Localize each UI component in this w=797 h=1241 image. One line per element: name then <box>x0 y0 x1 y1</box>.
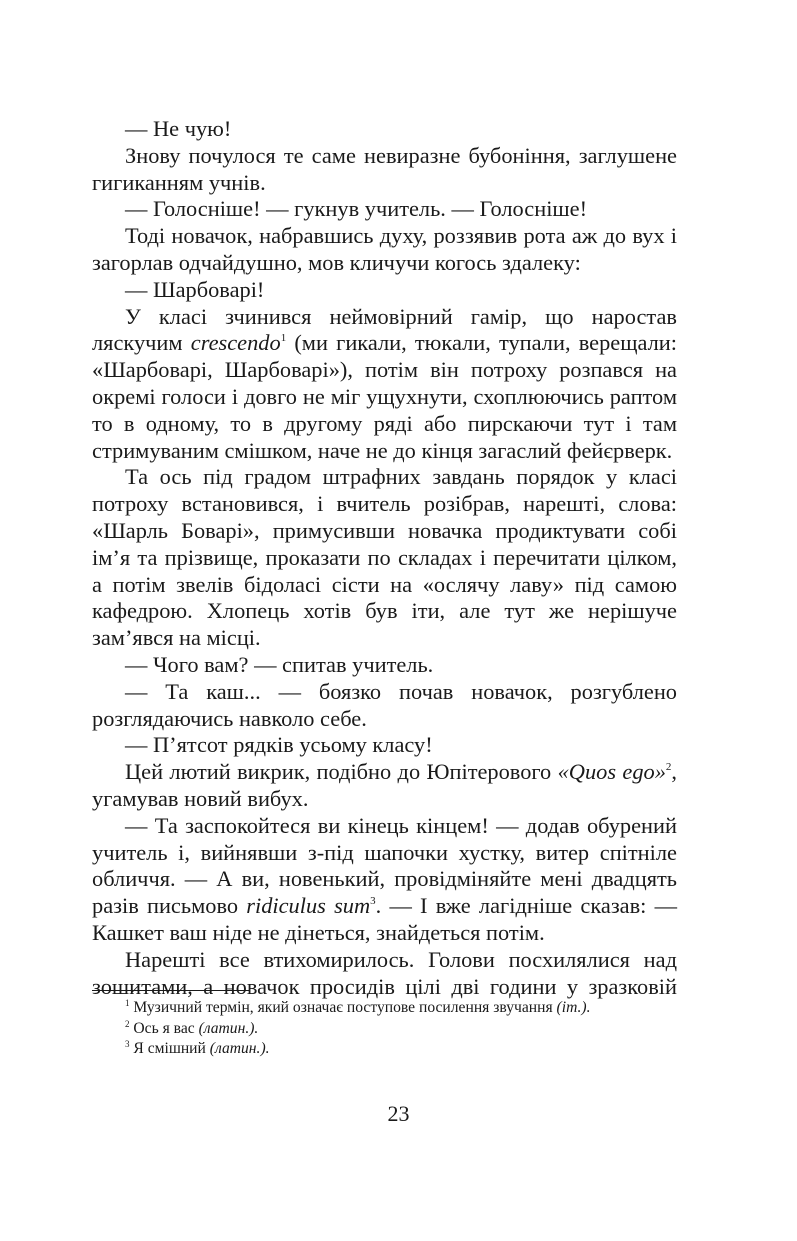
text-run: Ось я вас <box>129 1019 199 1037</box>
text-run: . — І вже лагідніше сказав: — Кашкет ваш ніде не дінеться, знайдеться потім. <box>92 893 677 945</box>
footnote <box>92 1019 677 1040</box>
text-run: Я смішний <box>129 1040 210 1057</box>
text-run: — Чого вам? — спитав учитель. <box>125 651 434 677</box>
text-run: — Шарбоварі! <box>125 276 265 302</box>
paragraph <box>92 732 677 759</box>
paragraph <box>92 223 677 277</box>
footnote <box>92 998 677 1019</box>
footnote-separator <box>92 990 250 991</box>
paragraph <box>92 304 677 465</box>
paragraph <box>92 196 677 223</box>
paragraph <box>92 116 677 143</box>
paragraph <box>92 947 677 1001</box>
text-run: Знову почулося те саме невиразне бубоніння, заглушене гигиканням учнів. <box>92 142 677 195</box>
paragraph <box>92 652 677 679</box>
footnote-marker: 3 <box>370 895 376 908</box>
footnote-marker: 2 <box>125 1018 130 1029</box>
footnote-marker: 3 <box>125 1039 130 1049</box>
footnote-marker: 1 <box>125 998 130 1008</box>
text-run: Тоді новачок, набравшись духу, роззявив рота аж до вух і загорлав одчайдушно, мов кличучи когось здалеку: <box>92 223 677 275</box>
text-run: Та ось під градом штрафних завдань порядок у класі потроху встановився, і вчитель розібрав, нарешті, слова: «Шарль Боварі», примусивши новачка продиктувати собі ім’я та прізвище, проказати по складах і перечитати цілком, а потім звелів бідоласі сісти на «ослячу лаву» під самою кафедрою. Хлопець хотів був іти, але тут же нерішуче зам’явся на місці. <box>92 464 677 651</box>
paragraph <box>92 759 677 813</box>
paragraph <box>92 813 677 947</box>
italic-text: «Quos ego» <box>557 759 666 785</box>
text-run: — Та заспокойтеся ви кінець кінцем! — додав обурений учитель і, вийнявши з-під шапочки хустку, витер спітніле обличчя. — А ви, новенький, провідміняйте мені двадцять разів письмово <box>92 812 677 919</box>
body-text <box>92 116 677 1000</box>
text-run: Цей лютий викрик, подібно до Юпітерового <box>125 759 558 785</box>
italic-text: crescendo <box>190 330 281 356</box>
paragraph <box>92 143 677 197</box>
paragraph <box>92 679 677 733</box>
page-number: 23 <box>387 1101 410 1126</box>
text-run: — Не чую! <box>125 116 232 141</box>
footnote-marker: 1 <box>280 332 287 345</box>
text-run: , угамував новий вибух. <box>92 759 678 811</box>
italic-text: ridiculus sum <box>246 893 371 919</box>
footnotes <box>92 998 677 1060</box>
text-run: У класі зчинився неймовірний гамір, що наростав ляскучим <box>92 303 677 356</box>
footnote-marker: 2 <box>665 761 672 774</box>
text-run: — Та каш... — боязко почав новачок, розгублено розглядаючись навколо себе. <box>92 678 677 731</box>
text-run: — П’ятсот рядків усьому класу! <box>125 732 433 758</box>
italic-text: (латин.). <box>209 1040 270 1057</box>
italic-text: (латин.). <box>198 1019 259 1037</box>
text-run: — Голосніше! — гукнув учитель. — Голосніше! <box>125 196 588 222</box>
text-run: Нарешті все втихомирилось. Голови посхилялися над зошитами, а новачок просидів цілі дві години у зразковій <box>92 946 677 999</box>
text-run: Музичний термін, який означає поступове посилення звучання <box>129 999 557 1016</box>
footnote <box>92 1039 677 1060</box>
paragraph <box>92 464 677 652</box>
paragraph <box>92 277 677 304</box>
italic-text: (іт.). <box>556 999 591 1016</box>
text-run: (ми гикали, тюкали, тупали, верещали: «Шарбоварі, Шарбоварі»), потім він потроху розпався на окремі голоси і довго не міг ущухнути, схоплюючись раптом то в одному, то в другому ряді або пирскаючи тут і там стримуваним смішком, наче не до кінця загаслий фейєрверк. <box>92 330 677 463</box>
